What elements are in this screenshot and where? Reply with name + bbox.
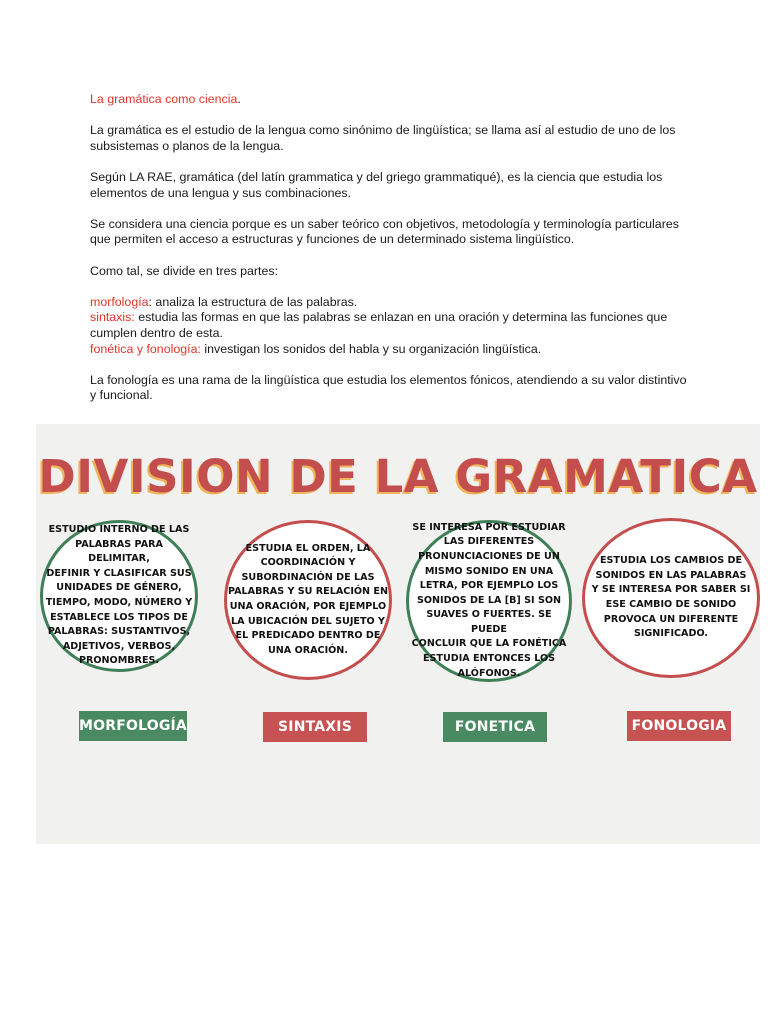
circle-text [43, 523, 195, 669]
part-term: fonética y fonología: [90, 341, 201, 356]
label-sintaxis: SINTAXIS [263, 712, 367, 742]
circle-line: LETRA, POR EJEMPLO LOS [419, 580, 559, 592]
title-suffix: . [237, 92, 241, 106]
part-text: : analiza la estructura de las palabras. [148, 294, 358, 309]
paragraph-4: Como tal, se divide en tres partes: [90, 263, 279, 278]
circle-line: SUAVES O FUERTES. SE PUEDE [426, 609, 552, 635]
part-term: morfología [90, 294, 149, 309]
infographic [36, 424, 760, 844]
circle-line: PALABRAS Y SU RELACIÓN EN [227, 586, 388, 598]
circle-line: PALABRAS: SUSTANTIVOS, [47, 626, 191, 638]
circle-morfologia [40, 520, 198, 672]
circle-line: COORDINACIÓN Y [260, 557, 356, 569]
part-text: investigan los sonidos del habla y su organización lingüística. [200, 341, 542, 356]
part-term: sintaxis: [90, 310, 135, 325]
label-morfologia: MORFOLOGÍA [79, 711, 187, 741]
part-text: estudia las formas en que las palabras se enlazan en una oración y determina las funciones que cumplen dentro de esta. [90, 310, 668, 340]
circle-text [228, 542, 388, 659]
circle-line: LAS DIFERENTES [443, 536, 535, 548]
circle-line: ALÓFONOS. [457, 667, 521, 679]
part-sintaxis [90, 310, 690, 341]
circle-line: ESTABLECE LOS TIPOS DE [50, 611, 188, 623]
circle-line: LA UBICACIÓN DEL SUJETO Y [231, 615, 385, 627]
paragraph-2: Según LA RAE, gramática (del latín grammatica y del griego grammatiqué), es la ciencia que estudia los elementos de una lengua y sus combinaciones. [90, 169, 663, 200]
circle-line: ESTUDIA EL ORDEN, LA [245, 542, 371, 554]
document-text [90, 92, 690, 419]
circle-line: SONIDOS EN LAS PALABRAS [595, 569, 747, 581]
label-fonetica: FONETICA [443, 712, 547, 742]
circle-line: SIGNIFICADO. [633, 628, 709, 640]
circle-line: ESTUDIA LOS CAMBIOS DE [599, 555, 743, 567]
circle-line: ADJETIVOS, VERBOS, [62, 640, 176, 652]
circle-line: Y SE INTERESA POR SABER SI [591, 584, 751, 596]
circle-text [592, 554, 751, 642]
circle-line: DEFINIR Y CLASIFICAR SUS [46, 567, 192, 579]
part-morfologia [90, 295, 690, 311]
circle-line: PRONUNCIACIONES DE UN [418, 550, 560, 562]
document-title [90, 92, 690, 108]
circle-line: PALABRAS PARA DELIMITAR, [75, 538, 163, 565]
circle-text [409, 521, 569, 682]
circle-line: SE INTERESA POR ESTUDIAR [412, 521, 566, 533]
circle-line: PROVOCA UN DIFERENTE [603, 613, 739, 625]
circle-line: CONCLUIR QUE LA FONÉTICA [411, 638, 567, 650]
title-text: La gramática como ciencia [90, 92, 238, 106]
circle-line: SUBORDINACIÓN DE LAS [241, 571, 375, 583]
paragraph-5: La fonología es una rama de la lingüística que estudia los elementos fónicos, atendiendo a su valor distintivo y funcional. [90, 372, 687, 403]
circle-sintaxis [224, 520, 392, 680]
circle-line: MISMO SONIDO EN UNA [424, 565, 554, 577]
circle-fonologia [582, 518, 760, 678]
circle-line: EL PREDICADO DENTRO DE [235, 630, 381, 642]
circle-line: TIEMPO, MODO, NÚMERO Y [45, 597, 193, 608]
infographic-title: DIVISION DE LA GRAMATICA [38, 450, 758, 503]
label-fonologia: FONOLOGIA [627, 711, 731, 741]
circle-fonetica [406, 520, 572, 682]
paragraph-3: Se considera una ciencia porque es un saber teórico con objetivos, metodología y terminología particulares que permiten el acceso a estructuras y funciones de un determinado sistema lingüístico. [90, 216, 679, 247]
circle-line: PRONOMBRES. [78, 655, 160, 667]
circle-line: UNIDADES DE GÉNERO, [56, 582, 182, 594]
circle-line: UNA ORACIÓN. [267, 644, 348, 656]
paragraph-1: La gramática es el estudio de la lengua como sinónimo de lingüística; se llama así al estudio de uno de los subsistemas o planos de la lengua. [90, 123, 676, 153]
circle-line: SONIDOS DE LA [B] SI SON [416, 594, 562, 606]
part-fonetica-fonologia [90, 342, 690, 358]
circle-line: ESE CAMBIO DE SONIDO [605, 599, 737, 610]
circle-line: ESTUDIA ENTONCES LOS [422, 653, 556, 665]
circle-line: UNA ORACIÓN, POR EJEMPLO [229, 601, 387, 612]
circle-line: ESTUDIO INTERNO DE LAS [48, 524, 190, 536]
